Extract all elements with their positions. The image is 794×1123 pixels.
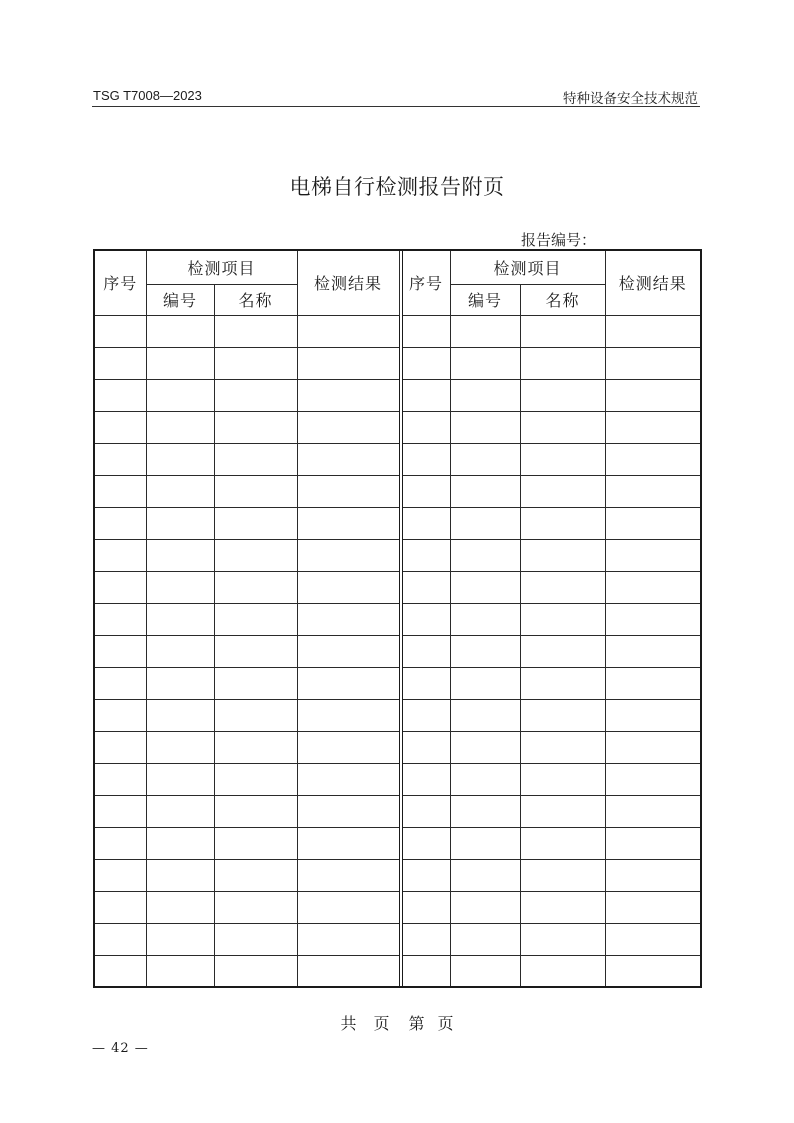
- right-seq-header: 序号: [402, 250, 450, 315]
- right-result-cell: [605, 539, 701, 571]
- left-item-no-cell: [146, 507, 214, 539]
- left-item-no-cell: [146, 795, 214, 827]
- total-pages-blank: [356, 1017, 373, 1033]
- right-item-no-cell: [450, 539, 520, 571]
- left-seq-cell: [94, 443, 146, 475]
- right-item-no-cell: [450, 571, 520, 603]
- left-result-cell: [297, 795, 399, 827]
- left-item-no-cell: [146, 859, 214, 891]
- left-item-no-cell: [146, 539, 214, 571]
- left-seq-cell: [94, 315, 146, 347]
- right-result-cell: [605, 923, 701, 955]
- left-item-group-header: 检测项目: [146, 250, 297, 284]
- right-seq-cell: [402, 539, 450, 571]
- left-seq-cell: [94, 475, 146, 507]
- left-item-name-cell: [214, 795, 297, 827]
- right-seq-cell: [402, 667, 450, 699]
- left-result-cell: [297, 539, 399, 571]
- total-pages-prefix: 共: [340, 1014, 357, 1033]
- left-item-name-cell: [214, 827, 297, 859]
- left-item-name-header: 名称: [214, 284, 297, 315]
- left-result-cell: [297, 923, 399, 955]
- right-result-cell: [605, 795, 701, 827]
- right-item-no-cell: [450, 315, 520, 347]
- left-item-name-cell: [214, 923, 297, 955]
- left-item-name-cell: [214, 891, 297, 923]
- right-item-name-cell: [520, 731, 605, 763]
- left-item-name-cell: [214, 475, 297, 507]
- left-item-name-cell: [214, 347, 297, 379]
- right-seq-cell: [402, 379, 450, 411]
- right-item-name-cell: [520, 635, 605, 667]
- current-page-suffix: 页: [437, 1014, 454, 1033]
- right-result-cell: [605, 347, 701, 379]
- right-item-no-cell: [450, 411, 520, 443]
- left-item-name-cell: [214, 315, 297, 347]
- left-result-cell: [297, 763, 399, 795]
- left-seq-cell: [94, 731, 146, 763]
- left-item-no-cell: [146, 635, 214, 667]
- right-item-name-cell: [520, 955, 605, 987]
- left-seq-cell: [94, 955, 146, 987]
- right-result-header: 检测结果: [605, 250, 701, 315]
- right-item-no-cell: [450, 443, 520, 475]
- right-item-no-cell: [450, 667, 520, 699]
- table-row: [94, 731, 701, 763]
- table-row: [94, 955, 701, 987]
- table-row: [94, 635, 701, 667]
- right-item-name-cell: [520, 603, 605, 635]
- left-item-name-cell: [214, 411, 297, 443]
- left-item-name-cell: [214, 763, 297, 795]
- right-item-no-cell: [450, 635, 520, 667]
- table-row: [94, 539, 701, 571]
- left-item-no-cell: [146, 699, 214, 731]
- right-item-name-cell: [520, 507, 605, 539]
- right-seq-cell: [402, 955, 450, 987]
- inspection-table: [93, 249, 702, 988]
- right-item-group-header: 检测项目: [450, 250, 605, 284]
- left-result-cell: [297, 891, 399, 923]
- left-seq-cell: [94, 635, 146, 667]
- left-item-name-cell: [214, 507, 297, 539]
- left-result-cell: [297, 955, 399, 987]
- right-item-name-cell: [520, 347, 605, 379]
- right-item-no-cell: [450, 827, 520, 859]
- left-item-name-cell: [214, 635, 297, 667]
- left-result-cell: [297, 315, 399, 347]
- right-item-name-cell: [520, 795, 605, 827]
- page-title: 电梯自行检测报告附页: [289, 175, 505, 199]
- left-result-cell: [297, 827, 399, 859]
- table-row: [94, 507, 701, 539]
- left-result-cell: [297, 699, 399, 731]
- left-item-name-cell: [214, 955, 297, 987]
- right-seq-cell: [402, 347, 450, 379]
- table-row: [94, 699, 701, 731]
- right-item-name-cell: [520, 571, 605, 603]
- right-result-cell: [605, 763, 701, 795]
- right-result-cell: [605, 667, 701, 699]
- document-code: TSG T7008—2023: [93, 88, 202, 103]
- left-result-cell: [297, 379, 399, 411]
- right-item-name-cell: [520, 539, 605, 571]
- right-seq-cell: [402, 923, 450, 955]
- right-seq-cell: [402, 731, 450, 763]
- left-item-no-cell: [146, 955, 214, 987]
- left-item-no-cell: [146, 443, 214, 475]
- right-item-no-cell: [450, 347, 520, 379]
- right-item-name-header: 名称: [520, 284, 605, 315]
- left-seq-cell: [94, 795, 146, 827]
- left-seq-cell: [94, 539, 146, 571]
- right-seq-cell: [402, 411, 450, 443]
- right-item-no-cell: [450, 731, 520, 763]
- left-item-no-header: 编号: [146, 284, 214, 315]
- left-item-no-cell: [146, 475, 214, 507]
- right-result-cell: [605, 507, 701, 539]
- header-rule: [92, 106, 700, 107]
- right-seq-cell: [402, 475, 450, 507]
- right-seq-cell: [402, 507, 450, 539]
- left-item-name-cell: [214, 731, 297, 763]
- left-result-cell: [297, 507, 399, 539]
- left-seq-cell: [94, 667, 146, 699]
- right-item-name-cell: [520, 443, 605, 475]
- right-seq-cell: [402, 763, 450, 795]
- right-result-cell: [605, 891, 701, 923]
- left-item-no-cell: [146, 571, 214, 603]
- right-item-no-cell: [450, 699, 520, 731]
- left-item-name-cell: [214, 539, 297, 571]
- left-seq-cell: [94, 379, 146, 411]
- left-item-name-cell: [214, 379, 297, 411]
- table-row: [94, 763, 701, 795]
- table-row: [94, 859, 701, 891]
- right-item-name-cell: [520, 411, 605, 443]
- right-seq-cell: [402, 443, 450, 475]
- right-seq-cell: [402, 635, 450, 667]
- left-item-name-cell: [214, 571, 297, 603]
- left-item-name-cell: [214, 603, 297, 635]
- right-seq-cell: [402, 571, 450, 603]
- left-item-no-cell: [146, 667, 214, 699]
- right-item-no-header: 编号: [450, 284, 520, 315]
- right-result-cell: [605, 859, 701, 891]
- right-item-no-cell: [450, 475, 520, 507]
- right-seq-cell: [402, 859, 450, 891]
- left-result-cell: [297, 347, 399, 379]
- left-item-name-cell: [214, 667, 297, 699]
- right-result-cell: [605, 635, 701, 667]
- total-pages-suffix: 页: [373, 1014, 390, 1033]
- left-seq-header: 序号: [94, 250, 146, 315]
- right-item-name-cell: [520, 827, 605, 859]
- left-item-no-cell: [146, 379, 214, 411]
- right-seq-cell: [402, 795, 450, 827]
- table-row: [94, 891, 701, 923]
- right-item-name-cell: [520, 699, 605, 731]
- table-row: [94, 827, 701, 859]
- left-item-name-cell: [214, 443, 297, 475]
- page-count-line: [0, 1011, 794, 1034]
- footer-spacer: [390, 1017, 409, 1033]
- left-seq-cell: [94, 923, 146, 955]
- table-row: [94, 571, 701, 603]
- right-seq-cell: [402, 891, 450, 923]
- table-row: [94, 443, 701, 475]
- left-result-cell: [297, 731, 399, 763]
- table-row: [94, 379, 701, 411]
- right-result-cell: [605, 699, 701, 731]
- left-result-cell: [297, 475, 399, 507]
- left-seq-cell: [94, 411, 146, 443]
- report-number-label: 报告编号：: [521, 231, 597, 249]
- left-seq-cell: [94, 507, 146, 539]
- current-page-blank: [425, 1017, 438, 1033]
- page-number: — 42 —: [92, 1041, 149, 1056]
- table-row: [94, 923, 701, 955]
- left-item-name-cell: [214, 859, 297, 891]
- left-seq-cell: [94, 603, 146, 635]
- table-row: [94, 347, 701, 379]
- left-result-cell: [297, 411, 399, 443]
- right-item-no-cell: [450, 859, 520, 891]
- left-result-cell: [297, 667, 399, 699]
- table-header-row: [94, 250, 701, 284]
- right-seq-cell: [402, 315, 450, 347]
- right-seq-cell: [402, 827, 450, 859]
- right-item-name-cell: [520, 475, 605, 507]
- right-item-no-cell: [450, 955, 520, 987]
- left-result-cell: [297, 859, 399, 891]
- right-item-name-cell: [520, 667, 605, 699]
- right-item-name-cell: [520, 379, 605, 411]
- left-seq-cell: [94, 891, 146, 923]
- table-row: [94, 411, 701, 443]
- left-seq-cell: [94, 763, 146, 795]
- left-seq-cell: [94, 859, 146, 891]
- left-item-no-cell: [146, 763, 214, 795]
- left-result-cell: [297, 603, 399, 635]
- table-row: [94, 315, 701, 347]
- left-result-header: 检测结果: [297, 250, 399, 315]
- right-item-name-cell: [520, 891, 605, 923]
- document-category: 特种设备安全技术规范: [563, 91, 698, 107]
- right-item-name-cell: [520, 923, 605, 955]
- right-item-no-cell: [450, 763, 520, 795]
- right-item-no-cell: [450, 795, 520, 827]
- left-item-no-cell: [146, 315, 214, 347]
- right-item-no-cell: [450, 379, 520, 411]
- right-result-cell: [605, 955, 701, 987]
- left-seq-cell: [94, 347, 146, 379]
- left-item-no-cell: [146, 603, 214, 635]
- right-result-cell: [605, 475, 701, 507]
- left-seq-cell: [94, 699, 146, 731]
- left-seq-cell: [94, 827, 146, 859]
- right-result-cell: [605, 571, 701, 603]
- left-item-name-cell: [214, 699, 297, 731]
- right-result-cell: [605, 411, 701, 443]
- table-row: [94, 475, 701, 507]
- table-row: [94, 667, 701, 699]
- left-result-cell: [297, 571, 399, 603]
- right-result-cell: [605, 827, 701, 859]
- right-result-cell: [605, 443, 701, 475]
- right-item-name-cell: [520, 859, 605, 891]
- right-item-name-cell: [520, 315, 605, 347]
- right-item-name-cell: [520, 763, 605, 795]
- right-result-cell: [605, 379, 701, 411]
- left-item-no-cell: [146, 347, 214, 379]
- left-item-no-cell: [146, 923, 214, 955]
- right-result-cell: [605, 603, 701, 635]
- right-item-no-cell: [450, 923, 520, 955]
- left-item-no-cell: [146, 827, 214, 859]
- left-item-no-cell: [146, 891, 214, 923]
- right-result-cell: [605, 315, 701, 347]
- right-seq-cell: [402, 603, 450, 635]
- current-page-prefix: 第: [408, 1014, 425, 1033]
- table-row: [94, 795, 701, 827]
- left-item-no-cell: [146, 731, 214, 763]
- right-item-no-cell: [450, 603, 520, 635]
- left-seq-cell: [94, 571, 146, 603]
- left-item-no-cell: [146, 411, 214, 443]
- right-seq-cell: [402, 699, 450, 731]
- right-item-no-cell: [450, 891, 520, 923]
- left-result-cell: [297, 635, 399, 667]
- table-row: [94, 603, 701, 635]
- right-result-cell: [605, 731, 701, 763]
- right-item-no-cell: [450, 507, 520, 539]
- left-result-cell: [297, 443, 399, 475]
